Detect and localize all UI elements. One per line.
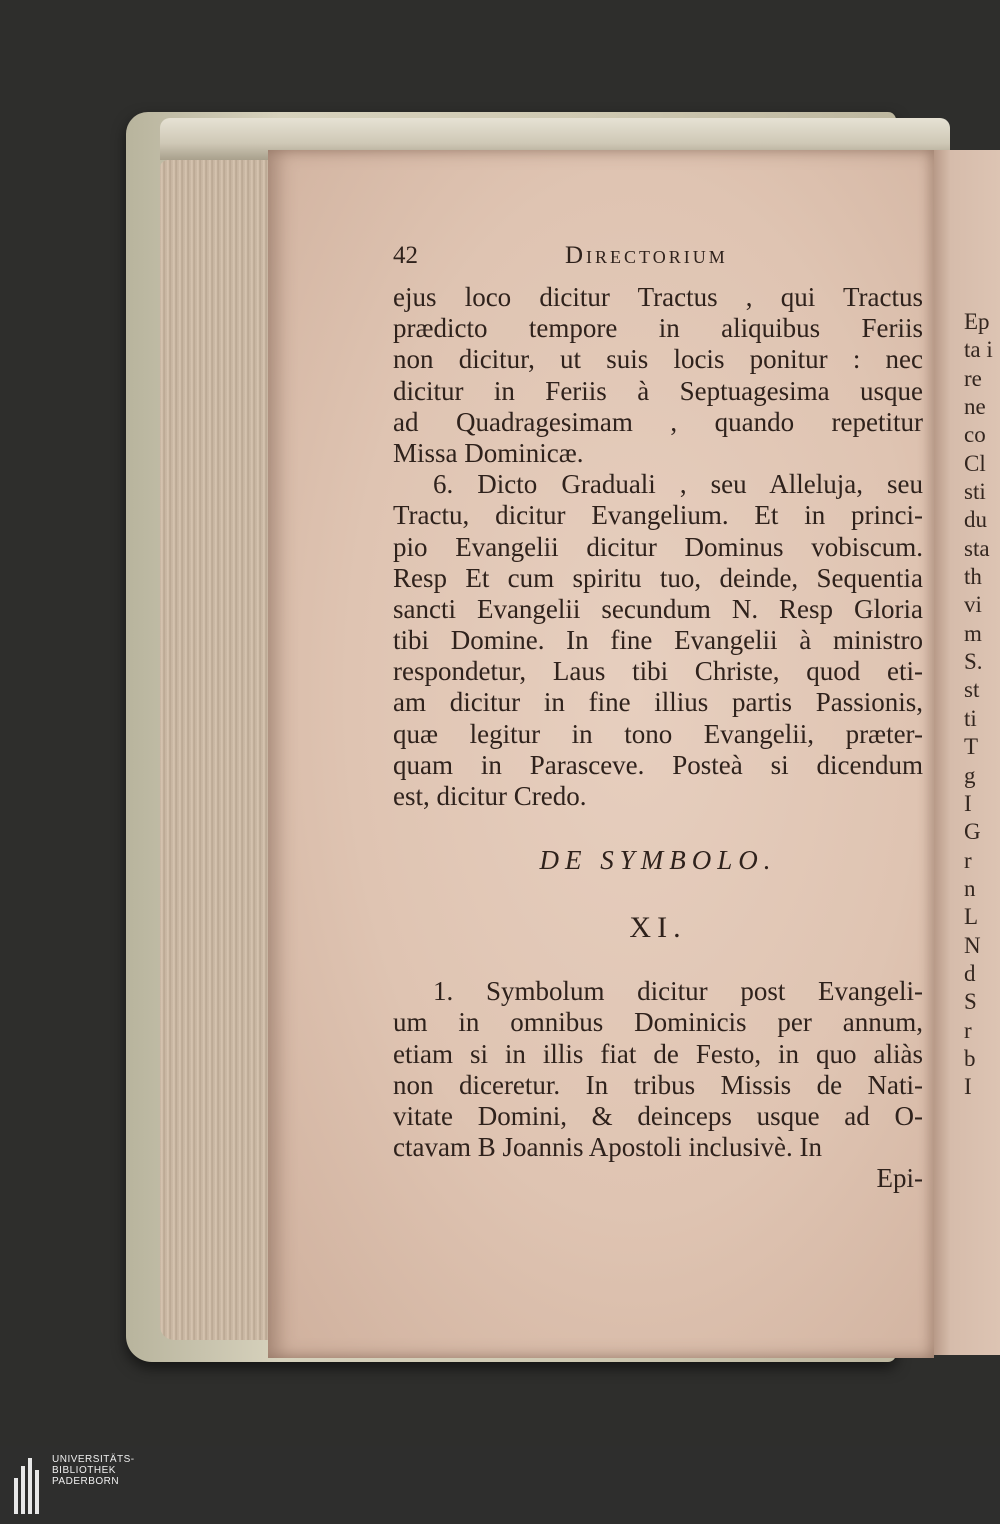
paragraph-6 [393, 469, 923, 812]
spacer [393, 948, 923, 976]
paragraph-5-end [393, 282, 923, 469]
library-footer [0, 1446, 1000, 1524]
facing-page-fragment: vi [964, 592, 982, 618]
facing-page-fragment: st [964, 677, 980, 703]
text-line: quam in Parasceve. Posteà si dicendum [393, 749, 923, 780]
text-line: tibi Domine. In fine Evangelii à ministro [393, 625, 923, 656]
text-line: etiam si in illis fiat de Festo, in quo aliàs [393, 1038, 923, 1069]
facing-page-fragment: r [964, 1017, 972, 1043]
text-line: quæ legitur in tono Evangelii, præter- [393, 718, 923, 749]
facing-page-fragment: I [964, 790, 972, 816]
facing-page-fragment: S [964, 989, 977, 1015]
text-line: Tractu, dicitur Evangelium. Et in princi- [393, 500, 923, 531]
library-name-line-1: UNIVERSITÄTS- [52, 1454, 135, 1465]
facing-page-fragment: T [964, 734, 979, 760]
facing-page-fragment: Ep [964, 309, 990, 334]
chapter-number: XI. [629, 911, 687, 945]
facing-page-fragment: sta [964, 535, 990, 561]
text-line: ejus loco dicitur Tractus , qui Tractus [393, 282, 923, 312]
text-line: vitate Domini, & deinceps usque ad O- [393, 1100, 923, 1131]
text-line: ad Quadragesimam , quando repetitur [393, 406, 923, 437]
facing-page-fragment: sti [964, 479, 986, 505]
catchword: Epi- [876, 1163, 923, 1194]
facing-page-fragment: d [964, 960, 976, 986]
text-line: um in omnibus Dominicis per annum, [393, 1007, 923, 1038]
paragraph-1 [393, 976, 923, 1163]
facing-page-fragment: co [964, 422, 986, 448]
facing-page-fragment: L [964, 904, 979, 930]
text-line: sancti Evangelii secundum N. Resp Gloria [393, 593, 923, 624]
facing-page-fragment: b [964, 1045, 976, 1071]
text-line: am dicitur in fine illius partis Passionis, [393, 687, 923, 718]
facing-page-fragment: N [964, 932, 981, 958]
page-number: 42 [393, 242, 418, 269]
spacer [393, 812, 923, 840]
facing-page-fragment: g [964, 762, 976, 788]
text-line: est, dicitur Credo. [393, 781, 587, 811]
facing-page-fragment: Cl [964, 450, 986, 476]
text-line: respondetur, Laus tibi Christe, quod eti- [393, 656, 923, 687]
running-head [393, 238, 933, 278]
facing-page-fragment: S. [964, 649, 983, 675]
running-title: Directorium [565, 242, 728, 269]
spacer [393, 880, 923, 908]
text-line: 6. Dicto Graduali , seu Alleluja, seu [433, 469, 923, 500]
text-line: non diceretur. In tribus Missis de Nati- [393, 1069, 923, 1100]
library-logo-icon [14, 1454, 48, 1514]
facing-page-fragment: m [964, 620, 982, 646]
page-edges [160, 160, 272, 1340]
library-name-line-3: PADERBORN [52, 1476, 120, 1487]
text-line: dicitur in Feriis à Septuagesima usque [393, 375, 923, 406]
facing-page-fragment: ti [964, 705, 977, 731]
page-text [393, 282, 923, 1195]
facing-page-fragment: n [964, 875, 976, 901]
facing-page-fragment: ta i [964, 337, 993, 363]
text-line: 1. Symbolum dicitur post Evangeli- [433, 976, 923, 1007]
facing-page-text [964, 308, 1000, 1102]
facing-page-fragment: I [964, 1074, 972, 1100]
text-line: pio Evangelii dicitur Dominus vobiscum. [393, 531, 923, 562]
text-line: Missa Dominicæ. [393, 437, 584, 468]
facing-page-fragment: th [964, 564, 982, 590]
facing-page-fragment: du [964, 507, 987, 533]
facing-page-fragment: ne [964, 394, 986, 420]
library-name [52, 1454, 135, 1487]
text-line: Resp Et cum spiritu tuo, deinde, Sequentia [393, 562, 923, 593]
facing-page-fragment: re [964, 365, 982, 391]
library-name-line-2: BIBLIOTHEK [52, 1465, 116, 1476]
text-line: ctavam B Joannis Apostoli inclusivè. In [393, 1132, 822, 1163]
facing-page-fragment: G [964, 819, 981, 845]
text-line: non dicitur, ut suis locis ponitur : nec [393, 344, 923, 375]
section-heading: DE SYMBOLO. [539, 845, 777, 876]
text-line: prædicto tempore in aliquibus Feriis [393, 313, 923, 344]
facing-page-fragment: r [964, 847, 972, 873]
